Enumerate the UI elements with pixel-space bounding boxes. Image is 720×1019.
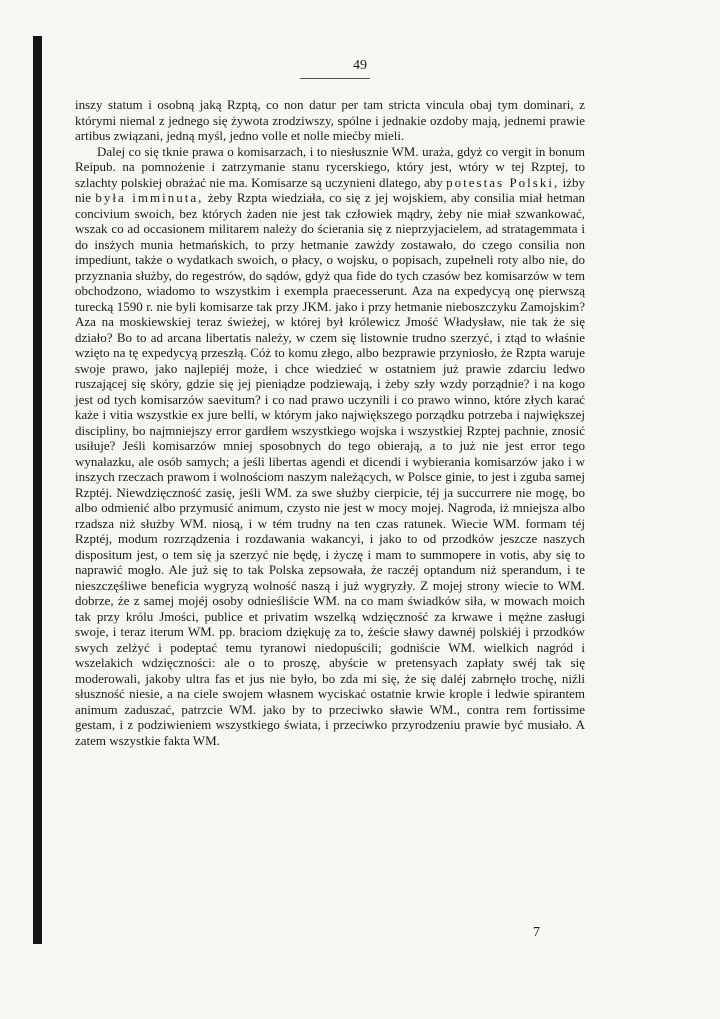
header-rule bbox=[300, 78, 370, 79]
paragraph-2-part-c: żeby Rzpta wiedziała, co się z jej wojskiem, aby consilia miał hetman concivium swoich, bez których żaden nie jest tak człowiek mądry, żeby nie miał szwankować, wszak co ad occasionem militarem należy do ścierania się z nieprzyjacielem, ad stratagemmata i do insżych munia hetmańskich, to przy hetmanie zawżdy zostawało, do czego consilia non impediunt, także o wydatkach swoich, o płacy, o wojsku, o popisach, zupełneli roty albo nie, do przyznania służby, do regestrów, do sądów, gdyż qua fide do tych czasów bez komisarzów w tem obchodzono, wiadomo to wszystkim i exempla praecesserunt. Aza na expedycyą onę pierwszą turecką 1590 r. nie byli komisarze tak przy JKM. jako i przy hetmanie nieboszczyku Zamojskim? Aza na moskiewskiej teraz świeżej, w której był królewicz Jmość Władysław, nie tak że się działo? Bo to ad arcana libertatis należy, w czem się listownie trudno szerzyć, i ztąd to właśnie wzięto na tę expedycyą przeszłą. Cóż to komu złego, albo bezprawie przyniosło, że Rzpta waruje swoje prawo, jako najlepiéj może, i chce wiedzieć w ostatniem już prawie zdarciu ledwo ruszającej się skóry, gdzie się jej pieniądze podziewają, i żeby szły wzdy porządnie? i na kogo jest od tych komisarzów saevitum? i co nad prawo uczynili i co prawo winno, które złych karać każe i vitia wszystkie ex jure belli, w którym jako największego porządku potrzeba i największej discipliny, bo najmniejszy error gardłem wszystkiego wojska i wszystkiej Rzptej pachnie, znosić usiłuje? Jeśli komisarzów mniej sposobnych do tego obierają, a to już nie jest error tego wynalazku, ale osób samych; a jeśli libertas agendi et dicendi i wybierania komisarzów jako i w inszych rzeczach prawom i wolnościom naszym należących, w Polsce ginie, to jest i zguba samej Rzptéj. Niewdzięczność zasię, jeśli WM. za swe służby cierpicie, téj ja succurrere nie mogę, bo albo odmienić albo przymusić animum, czysto nie jest w mocy mojej. Nagroda, iż mniejsza albo rzadsza niż służby WM. niosą, i w tém trudny na ten czas ratunek. Wiecie WM. formam téj Rzptéj, modum rozrządzenia i rozdawania wakancyi, i jako to od przodków jeszcze naszych dispositum jest, o tem się ja szerzyć nie będę, i życzę i mam to summopere in votis, aby się to naprawić mogło. Ale już się to tak Polska zepsowała, że raczéj optandum niż sperandum, i te nieszczęśliwe beneficia wygryzą wolność naszą i już wygryzły. Z mojej strony wiecie to WM. dobrze, że z samej mojéj osoby odnieśliście WM. na co mam świadków siła, w mowach moich tak przy królu Jmości, publice et privatim wszelką wdzięczność za krwawe i mężne zasługi swoje, i teraz iterum WM. pp. braciom dziękuję za to, żeście sławy dawnéj polskiéj i przodków swych zelżyć i podeptać temu tyranowi niedopuścili; godniście WM. wielkich nagród i wszelakich wdzięczności: ale o to proszę, abyście w pretensyach zapłaty swéj tak się moderowali, jakoby ultra fas et jus nie było, bo zda mi się, że się daléj zabrnęło trochę, niźli słuszność niesie, a na ciele swojem własnem wyciskać ostatnie krwie krople i ledwie spirantem animum zaduszać, patrzcie WM. jako by to przeciwko sławie WM., contra rem fortissime gestam, i z podziwieniem wszystkiego świata, i przeciwko przyrodzeniu prawie być musiało. A zatem wszystkie fakta WM. bbox=[75, 190, 586, 748]
page-number: 49 bbox=[353, 58, 367, 73]
paragraph-2-part-b: iżby nie bbox=[75, 174, 585, 205]
signature-mark: 7 bbox=[533, 925, 540, 940]
paragraph-2-part-a: Dalej co się tknie prawa o komisarzach, i to niesłusznie WM. uraża, gdyż co vergit in bonum Reipub. na pomnożenie i zatrzymanie stanu rycerskiego, który jest, wtóry w tej Rzptej, to szlachty polskiej obrażać nie ma. Komisarze są uczynieni dlatego, aby bbox=[75, 143, 585, 190]
spaced-phrase-2: była imminuta, bbox=[95, 190, 204, 205]
paragraph-2 bbox=[75, 144, 585, 749]
body-text bbox=[75, 97, 585, 748]
spaced-phrase-1: potestas Polski, bbox=[446, 174, 560, 190]
scan-binding-edge bbox=[33, 36, 42, 944]
paragraph-1: inszy statum i osobną jaką Rzptą, co non datur per tam stricta vincula obaj tym dominari, z którymi niemal z jednego się żywota zrodziwszy, spólne i jednakie ozdoby mają, jednemi prawie artibus związani, jedną myśl, jedno volle et nolle miećby mieli. bbox=[75, 97, 585, 143]
